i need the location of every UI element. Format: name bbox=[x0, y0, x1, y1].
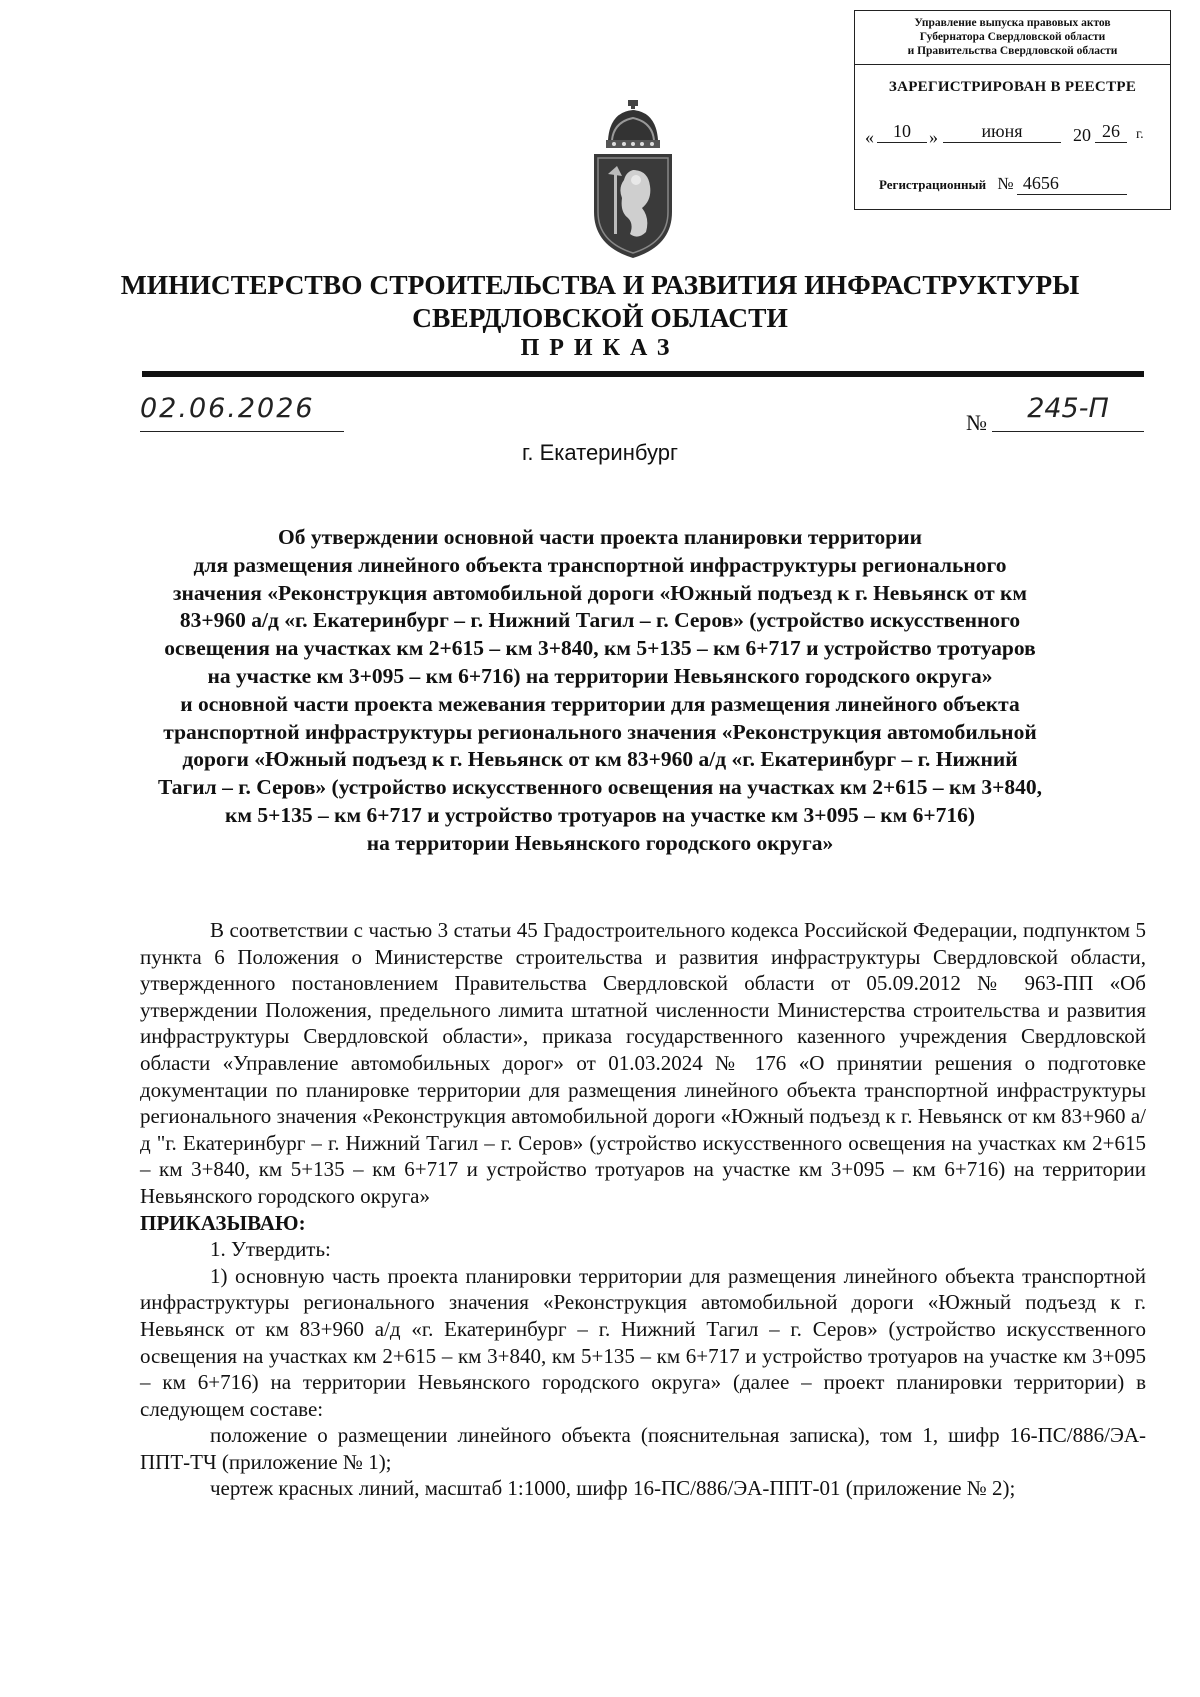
title-line: для размещения линейного объекта транспортной инфраструктуры регионального bbox=[193, 552, 1007, 577]
document-body bbox=[140, 917, 1146, 1502]
title-line: на участке км 3+095 – км 6+716) на территории Невьянского городского округа» bbox=[207, 663, 993, 688]
registration-day: 10 bbox=[877, 121, 927, 143]
list-item: чертеж красных линий, масштаб 1:1000, шифр 16-ПС/886/ЭА-ППТ-01 (приложение № 2); bbox=[210, 1476, 1016, 1501]
order-date: 02.06.2026 bbox=[140, 393, 344, 432]
item-1-subitem-1: 1) основную часть проекта планировки территории для размещения линейного объекта транспортной инфраструктуры регионального значения «Реконструкция автомобильной дороги «Южный подъезд к г. Невьянск от км 83+960 а/д «г. Екатеринбург – г. Нижний Тагил – г. Серов» (устройство искусственного освещения на участках км 2+615 – км 3+840, км 5+135 – км 6+717 и устройство тротуаров на участке км 3+095 – км 6+716) на территории Невьянского городского округа» (далее – проект планировки территории) в следующем составе: bbox=[140, 1263, 1146, 1421]
registration-stamp bbox=[854, 10, 1171, 210]
order-number-sign: № bbox=[966, 410, 987, 435]
city: г. Екатеринбург bbox=[522, 440, 678, 465]
header-divider bbox=[142, 371, 1144, 377]
title-line: км 5+135 – км 6+717 и устройство тротуаров на участке км 3+095 – км 6+716) bbox=[224, 802, 976, 827]
authority-line: Управление выпуска правовых актов bbox=[914, 17, 1111, 29]
directive-heading: ПРИКАЗЫВАЮ: bbox=[140, 1210, 306, 1235]
title-line: и основной части проекта межевания территории для размещения линейного объекта bbox=[180, 691, 1020, 716]
registration-status: ЗАРЕГИСТРИРОВАН В РЕЕСТРЕ bbox=[888, 79, 1137, 95]
registration-year-suffix: 26 bbox=[1095, 121, 1127, 143]
title-line: освещения на участках км 2+615 – км 3+840, км 5+135 – км 6+717 и устройство тротуаров bbox=[164, 636, 1036, 661]
ministry-name bbox=[100, 268, 1100, 334]
registration-year-unit: г. bbox=[1136, 127, 1144, 142]
document-title bbox=[100, 524, 1100, 858]
preamble-paragraph: В соответствии с частью 3 статьи 45 Градостроительного кодекса Российской Федерации, подпунктом 5 пункта 6 Положения о Министерстве строительства и развития инфраструктуры Свердловской области, утвержденного постановлением Правительства Свердловской области от 05.09.2012 № 963-ПП «Об утверждении Положения, предельного лимита штатной численности Министерства строительства и развития инфраструктуры Свердловской области», приказа государственного казенного учреждения Свердловской области «Управление автомобильных дорог» от 01.03.2024 № 176 «О принятии решения о подготовке документации по планировке территории для размещения линейного объекта транспортной инфраструктуры регионального значения «Реконструкция автомобильной дороги «Южный подъезд к г. Невьянск от км 83+960 а/д "г. Екатеринбург – г. Нижний Тагил – г. Серов» (устройство искусственного освещения на участках км 2+615 – км 3+840, км 5+135 – км 6+717 и устройство тротуаров на участке км 3+095 – км 6+716) на территории Невьянского городского округа» bbox=[140, 918, 1146, 1208]
document-type: ПРИКАЗ bbox=[520, 335, 680, 361]
registration-month: июня bbox=[943, 121, 1061, 143]
list-item: положение о размещении линейного объекта (пояснительная записка), том 1, шифр 16-ПС/886/ЭА-ППТ-ТЧ (приложение № 1); bbox=[140, 1423, 1146, 1474]
registration-number-label: Регистрационный bbox=[879, 177, 987, 192]
number-sign: № bbox=[997, 174, 1014, 193]
item-1: 1. Утвердить: bbox=[210, 1237, 331, 1262]
authority-line: и Правительства Свердловской области bbox=[907, 45, 1118, 57]
authority-line: Губернатора Свердловской области bbox=[919, 31, 1106, 43]
title-line: дороги «Южный подъезд к г. Невьянск от км 83+960 а/д «г. Екатеринбург – г. Нижний bbox=[182, 747, 1018, 772]
title-line: значения «Реконструкция автомобильной дороги «Южный подъезд к г. Невьянск от км bbox=[172, 580, 1028, 605]
title-line: на территории Невьянского городского округа» bbox=[366, 830, 834, 855]
registration-number: 4656 bbox=[1017, 173, 1127, 195]
ministry-name-line: МИНИСТЕРСТВО СТРОИТЕЛЬСТВА И РАЗВИТИЯ ИНФРАСТРУКТУРЫ bbox=[120, 269, 1080, 300]
registration-date bbox=[855, 121, 1170, 151]
title-line: транспортной инфраструктуры регионального значения «Реконструкция автомобильной bbox=[163, 719, 1037, 744]
registration-year-prefix: 20 bbox=[1073, 125, 1091, 145]
coat-of-arms-icon bbox=[590, 100, 676, 260]
title-line: Тагил – г. Серов» (устройство искусственного освещения на участках км 2+615 – км 3+840, bbox=[157, 775, 1043, 800]
registration-authority bbox=[855, 11, 1170, 65]
date-open-quote: « bbox=[865, 127, 874, 147]
order-number: 245-П bbox=[992, 393, 1144, 432]
ministry-name-line: СВЕРДЛОВСКОЙ ОБЛАСТИ bbox=[412, 302, 788, 333]
date-close-quote: » bbox=[929, 127, 938, 147]
title-line: 83+960 а/д «г. Екатеринбург – г. Нижний Тагил – г. Серов» (устройство искусственного bbox=[179, 608, 1021, 633]
title-line: Об утверждении основной части проекта планировки территории bbox=[277, 525, 922, 549]
registration-number-row bbox=[879, 173, 1127, 195]
